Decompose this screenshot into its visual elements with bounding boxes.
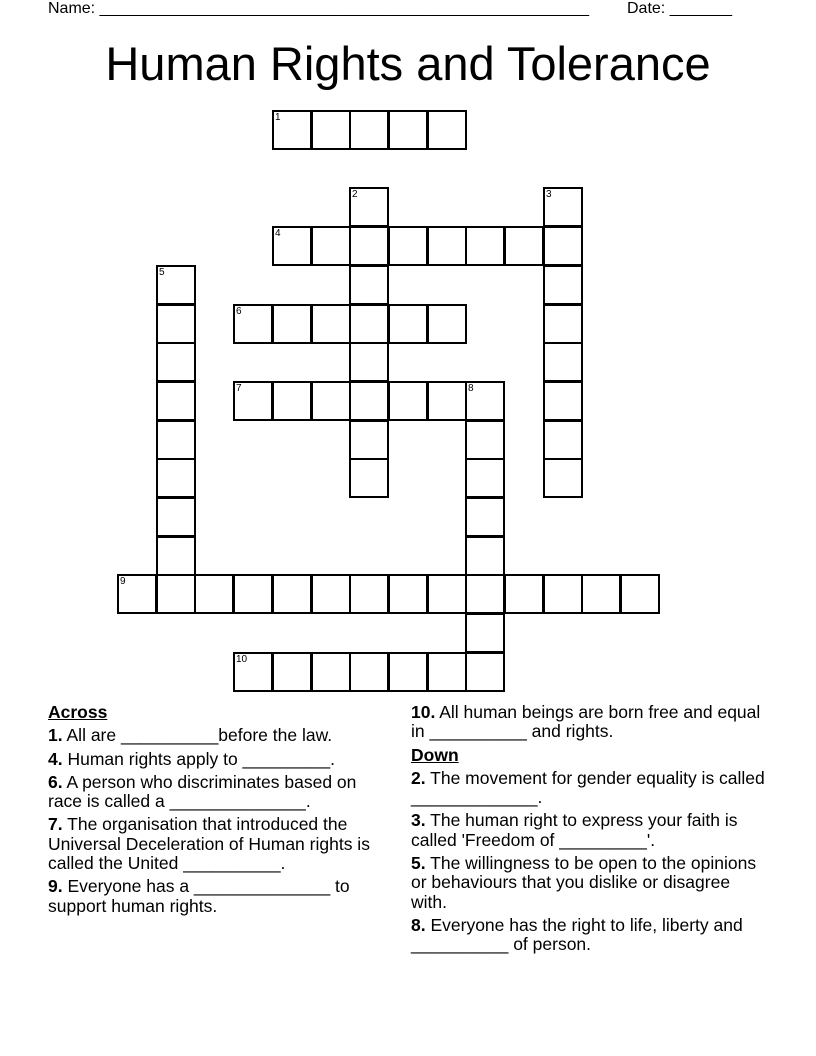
cell-number: 4 [275, 228, 281, 239]
crossword-cell[interactable] [543, 187, 583, 227]
clue-text: The organisation that introduced the Universal Deceleration of Human rights is called the United __________. [48, 814, 370, 874]
clue-text: Everyone has a ______________ to support human rights. [48, 876, 350, 916]
clue-text: A person who discriminates based on race is called a ______________. [48, 771, 357, 812]
crossword-cell[interactable] [272, 226, 312, 266]
crossword-cell[interactable] [543, 381, 583, 421]
crossword-cell[interactable] [543, 342, 583, 382]
crossword-cell[interactable] [543, 226, 583, 266]
clue-text: All human beings are born free and equal in __________ and rights. [411, 702, 761, 742]
crossword-cell[interactable] [543, 265, 583, 305]
cell-number: 5 [159, 267, 165, 278]
crossword-cell[interactable] [388, 226, 428, 266]
crossword-cell[interactable] [156, 381, 196, 421]
crossword-cell[interactable] [156, 304, 196, 344]
clue-number: 8. [411, 914, 426, 935]
crossword-cell[interactable] [156, 574, 196, 614]
crossword-cell[interactable] [388, 652, 428, 692]
crossword-cell[interactable] [272, 110, 312, 150]
name-field-line: Name: _______________________________________________________ [48, 0, 589, 17]
crossword-cell[interactable] [465, 574, 505, 614]
clue-number: 2. [411, 767, 426, 788]
clue-text: All are __________before the law. [62, 725, 333, 746]
crossword-cell[interactable] [388, 110, 428, 150]
crossword-cell[interactable] [427, 574, 467, 614]
crossword-cell[interactable] [156, 536, 196, 576]
cell-number: 1 [275, 112, 281, 123]
crossword-cell[interactable] [272, 652, 312, 692]
across-heading: Across [48, 702, 108, 722]
crossword-cell[interactable] [272, 304, 312, 344]
clue-text: The movement for gender equality is called _____________. [411, 767, 765, 808]
clue-number: 7. [48, 814, 63, 835]
clue-down-3 [411, 811, 766, 850]
crossword-cell[interactable] [349, 226, 389, 266]
crossword-cell[interactable] [465, 652, 505, 692]
crossword-cell[interactable] [465, 497, 505, 537]
crossword-cell[interactable] [543, 304, 583, 344]
clue-down-2 [411, 769, 766, 808]
crossword-cell[interactable] [349, 458, 389, 498]
clue-down-8 [411, 916, 766, 955]
crossword-cell[interactable] [311, 304, 351, 344]
clue-number: 5. [411, 853, 426, 874]
down-heading: Down [411, 744, 459, 765]
crossword-cell[interactable] [465, 420, 505, 460]
cell-number: 2 [352, 189, 358, 200]
clue-across-1 [48, 726, 388, 745]
cell-number: 7 [236, 383, 242, 394]
clues-column-right [411, 703, 766, 959]
clue-across-6 [48, 773, 388, 812]
crossword-cell[interactable] [233, 381, 273, 421]
crossword-cell[interactable] [465, 536, 505, 576]
crossword-cell[interactable] [465, 458, 505, 498]
crossword-cell[interactable] [156, 420, 196, 460]
crossword-cell[interactable] [311, 226, 351, 266]
crossword-cell[interactable] [156, 342, 196, 382]
cell-number: 3 [546, 189, 552, 200]
page-title: Human Rights and Tolerance [105, 37, 711, 90]
crossword-cell[interactable] [349, 304, 389, 344]
crossword-cell[interactable] [427, 304, 467, 344]
crossword-cell[interactable] [233, 652, 273, 692]
crossword-cell[interactable] [581, 574, 621, 614]
crossword-cell[interactable] [427, 226, 467, 266]
crossword-cell[interactable] [465, 381, 505, 421]
crossword-cell[interactable] [272, 381, 312, 421]
crossword-cell[interactable] [311, 652, 351, 692]
crossword-cell[interactable] [349, 381, 389, 421]
crossword-cell[interactable] [349, 187, 389, 227]
clue-number: 3. [411, 810, 426, 831]
clues-column-left [48, 703, 388, 920]
crossword-cell[interactable] [349, 574, 389, 614]
crossword-cell[interactable] [620, 574, 660, 614]
crossword-cell[interactable] [504, 226, 544, 266]
crossword-cell[interactable] [311, 574, 351, 614]
crossword-cell[interactable] [427, 381, 467, 421]
crossword-cell[interactable] [349, 420, 389, 460]
crossword-cell[interactable] [233, 304, 273, 344]
crossword-cell[interactable] [465, 226, 505, 266]
crossword-cell[interactable] [388, 381, 428, 421]
crossword-cell[interactable] [504, 574, 544, 614]
clue-text: The human right to express your faith is called 'Freedom of _________'. [411, 810, 738, 850]
clue-across-7 [48, 815, 388, 873]
clue-number: 1. [48, 725, 63, 746]
crossword-cell[interactable] [194, 574, 234, 614]
crossword-cell[interactable] [272, 574, 312, 614]
crossword-cell[interactable] [465, 613, 505, 653]
crossword-cell[interactable] [543, 420, 583, 460]
crossword-cell[interactable] [543, 574, 583, 614]
crossword-cell[interactable] [349, 265, 389, 305]
crossword-cell[interactable] [311, 110, 351, 150]
cell-number: 8 [468, 383, 474, 394]
clue-text: Everyone has the right to life, liberty and __________ of person. [411, 914, 743, 955]
crossword-cell[interactable] [311, 381, 351, 421]
crossword-cell[interactable] [233, 574, 273, 614]
crossword-cell[interactable] [156, 497, 196, 537]
clue-text: The willingness to be open to the opinions or behaviours that you dislike or disagree with. [411, 853, 757, 912]
clue-across-4 [48, 750, 388, 769]
crossword-cell[interactable] [427, 110, 467, 150]
clue-down-5 [411, 854, 766, 912]
crossword-cell[interactable] [427, 652, 467, 692]
crossword-cell[interactable] [349, 342, 389, 382]
crossword-cell[interactable] [156, 265, 196, 305]
cell-number: 10 [236, 654, 248, 665]
clue-number: 4. [48, 748, 63, 769]
crossword-cell[interactable] [156, 458, 196, 498]
crossword-cell[interactable] [349, 652, 389, 692]
date-field-line: Date: _______ [627, 0, 732, 17]
clue-text: Human rights apply to _________. [62, 748, 336, 769]
clue-number: 6. [48, 771, 63, 792]
clue-number: 9. [48, 876, 63, 897]
clue-number: 10. [411, 702, 436, 722]
crossword-cell[interactable] [388, 304, 428, 344]
crossword-cell[interactable] [543, 458, 583, 498]
crossword-cell[interactable] [349, 110, 389, 150]
clue-across-10 [411, 703, 766, 742]
crossword-cell[interactable] [388, 574, 428, 614]
cell-number: 9 [120, 576, 126, 587]
clue-across-9 [48, 877, 388, 916]
crossword-cell[interactable] [117, 574, 157, 614]
cell-number: 6 [236, 306, 242, 317]
